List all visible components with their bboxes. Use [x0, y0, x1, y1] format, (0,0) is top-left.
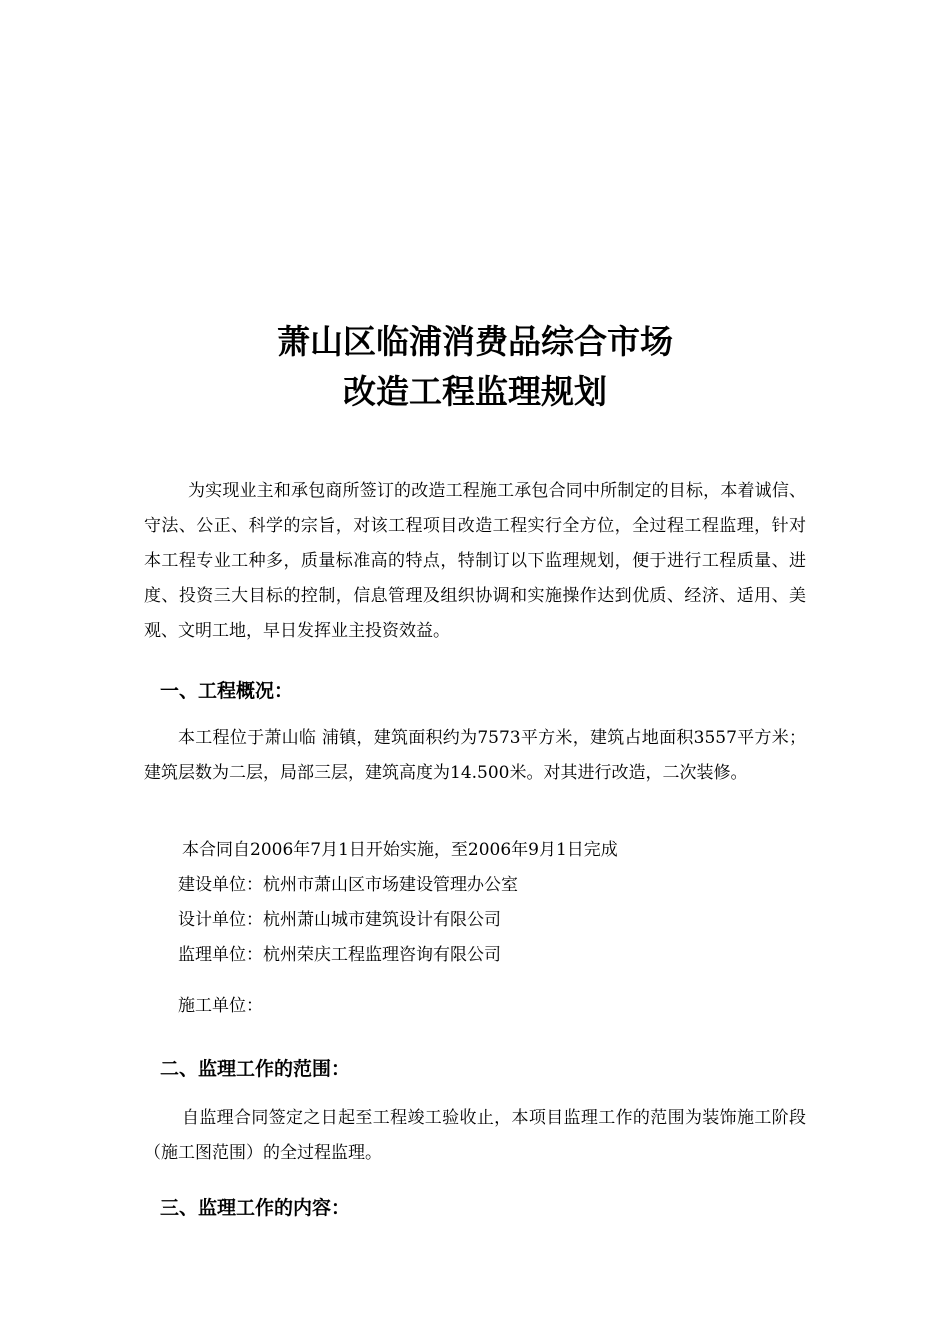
construction-unit: 建设单位：杭州市萧山区市场建设管理办公室 — [178, 875, 518, 895]
contractor-unit: 施工单位： — [178, 996, 263, 1016]
document-title-line-1: 萧山区临浦消费品综合市场 — [277, 322, 673, 361]
section-heading-overview: 一、工程概况： — [160, 680, 294, 702]
scope-paragraph: 自监理合同签定之日起至工程竣工验收止，本项目监理工作的范围为装饰施工阶段（施工图范围）的全过程监理。 — [144, 1108, 806, 1163]
document-title-line-2: 改造工程监理规划 — [343, 372, 607, 411]
design-unit: 设计单位：杭州萧山城市建筑设计有限公司 — [178, 910, 501, 930]
contract-schedule: 本合同自2006年7月1日开始实施，至2006年9月1日完成 — [182, 840, 618, 860]
intro-paragraph: 为实现业主和承包商所签订的改造工程施工承包合同中所制定的目标，本着诚信、守法、公正、科学的宗旨，对该工程项目改造工程实行全方位，全过程工程监理，针对本工程专业工种多，质量标准高的特点，特制订以下监理规划，便于进行工程质量、进度、投资三大目标的控制，信息管理及组织协调和实施操作达到优质、经济、适用、美观、文明工地，早日发挥业主投资效益。 — [144, 481, 806, 641]
overview-paragraph: 本工程位于萧山临 浦镇，建筑面积约为7573平方米，建筑占地面积3557平方米；建筑层数为二层，局部三层，建筑高度为14.500米。对其进行改造，二次装修。 — [144, 728, 806, 783]
supervision-unit: 监理单位：杭州荣庆工程监理咨询有限公司 — [178, 945, 501, 965]
section-heading-content: 三、监理工作的内容： — [160, 1197, 351, 1219]
section-heading-scope: 二、监理工作的范围： — [160, 1058, 351, 1080]
